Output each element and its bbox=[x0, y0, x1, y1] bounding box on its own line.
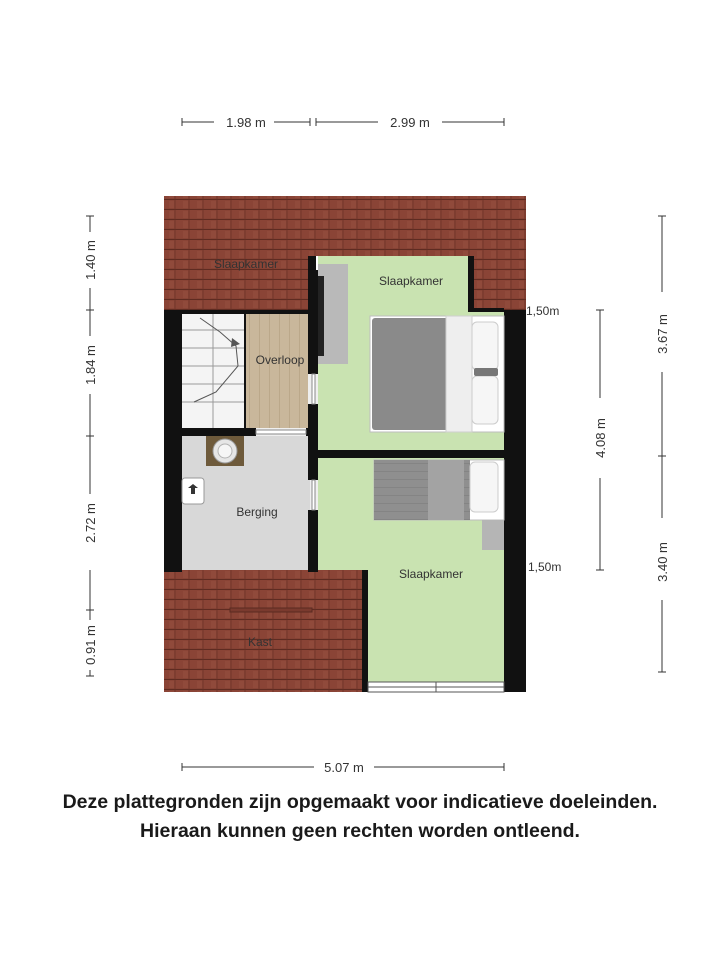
roof-top-right bbox=[468, 256, 526, 310]
dim-right-outer-1: 3.67 m bbox=[655, 314, 670, 354]
wardrobe-door bbox=[318, 276, 324, 356]
wall-overloop-bottom bbox=[306, 428, 318, 436]
dim-left-2: 1.84 m bbox=[83, 345, 98, 385]
disclaimer-line-2: Hieraan kunnen geen rechten worden ontleend. bbox=[140, 820, 580, 842]
disclaimer-line-1: Deze plattegronden zijn opgemaakt voor indicatieve doeleinden. bbox=[62, 791, 658, 813]
label-berging: Berging bbox=[236, 505, 278, 519]
wall-mid-c bbox=[308, 456, 318, 480]
dim-left-3: 2.72 m bbox=[83, 503, 98, 543]
roof-bottom-left bbox=[164, 570, 362, 692]
height-marker-bottom: 1,50m bbox=[528, 560, 562, 574]
label-slaapkamer-front: Slaapkamer bbox=[378, 274, 444, 288]
wall-mid-a bbox=[308, 312, 318, 374]
wall-stairs-right bbox=[244, 312, 246, 428]
roof-top-left bbox=[164, 196, 316, 310]
wall-top-left bbox=[164, 310, 316, 314]
dim-lines-right-outer bbox=[658, 216, 666, 672]
overloop-room bbox=[246, 312, 308, 428]
kast-rail bbox=[230, 608, 312, 612]
dim-right-inner: 4.08 m bbox=[593, 418, 608, 458]
wall-dormer-bottom bbox=[474, 308, 504, 312]
dim-bottom: 5.07 m bbox=[324, 760, 364, 775]
dim-top-right: 2.99 m bbox=[390, 115, 430, 130]
dim-left-4: 0.91 m bbox=[83, 625, 98, 665]
dim-top-left: 1.98 m bbox=[226, 115, 266, 130]
label-kast: Kast bbox=[247, 635, 273, 649]
double-bed bbox=[370, 316, 504, 432]
wall-between-bedrooms bbox=[308, 450, 506, 458]
dim-left-1: 1.40 m bbox=[83, 240, 98, 280]
label-slaapkamer-back: Slaapkamer bbox=[398, 567, 464, 581]
label-slaapkamer-attic: Slaapkamer bbox=[213, 257, 279, 271]
roof-top bbox=[316, 196, 526, 256]
height-marker-top: 1,50m bbox=[526, 304, 560, 318]
wall-dormer-right bbox=[468, 256, 474, 312]
label-overloop: Overloop bbox=[255, 353, 305, 367]
dim-lines-left bbox=[86, 216, 94, 676]
wall-mid-d bbox=[308, 510, 318, 572]
window-bottom bbox=[368, 682, 504, 692]
slaapkamer-back-lower bbox=[366, 570, 504, 684]
nightstand bbox=[482, 520, 504, 550]
wall-left bbox=[164, 310, 182, 572]
window-top bbox=[316, 256, 318, 270]
dim-right-outer-2: 3.40 m bbox=[655, 542, 670, 582]
wall-right bbox=[504, 310, 526, 692]
wall-stairs-bottom bbox=[182, 428, 256, 436]
wall-kast-right bbox=[362, 570, 368, 692]
disclaimer bbox=[0, 788, 720, 846]
